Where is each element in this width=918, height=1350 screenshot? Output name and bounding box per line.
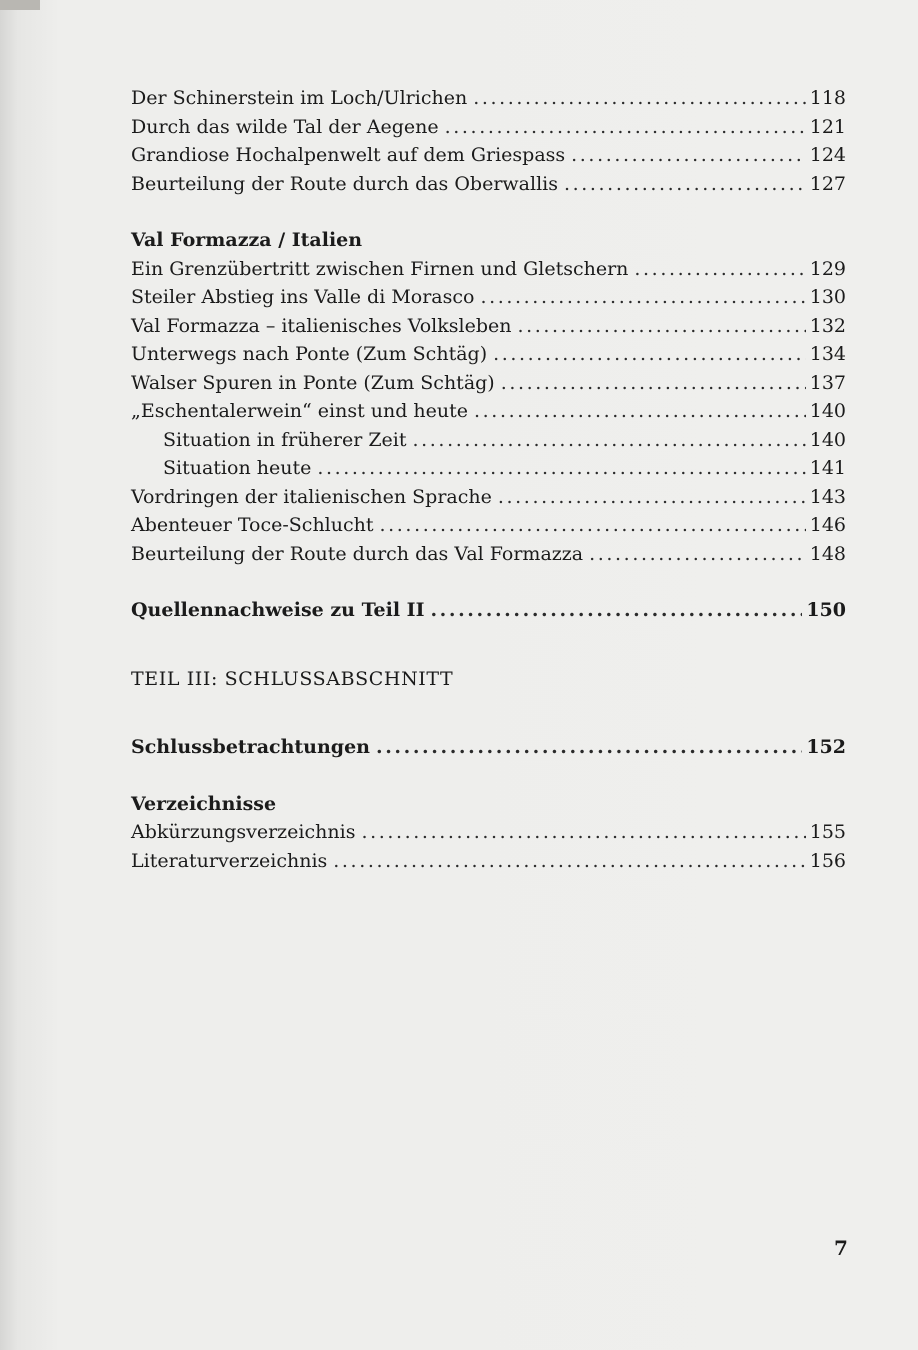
toc-entry-page: 140 (809, 400, 846, 422)
toc-entry-page: 155 (809, 821, 846, 843)
page-number: 7 (834, 1236, 848, 1260)
toc-entry-title: Der Schinerstein im Loch/Ulrichen (131, 87, 468, 109)
toc-entry-page: 121 (809, 115, 846, 138)
toc-entry-page: 134 (809, 343, 846, 365)
toc-entry-page: 156 (809, 849, 846, 872)
toc-entry-page: 148 (809, 542, 846, 565)
leader-dots (493, 340, 806, 369)
leader-dots (333, 847, 805, 876)
leader-dots (376, 733, 802, 762)
toc-entry-title: Durch das wilde Tal der Aegene (131, 115, 439, 138)
toc-subentry (131, 454, 846, 483)
toc-entry (131, 540, 846, 569)
toc-entry (131, 113, 846, 142)
leader-dots (564, 170, 806, 199)
toc-entry-title: Beurteilung der Route durch das Oberwallis (131, 172, 558, 195)
toc-subentry (131, 426, 846, 455)
toc-entry (131, 340, 846, 369)
leader-dots (380, 511, 806, 540)
toc-entry-title: Val Formazza – italienisches Volksleben (131, 314, 512, 337)
toc-entry-title: Ein Grenzübertritt zwischen Firnen und Gletschern (131, 257, 629, 280)
toc-entry-title: Literaturverzeichnis (131, 849, 328, 872)
toc-entry-page: 118 (809, 87, 846, 109)
section-heading-verzeichnisse: Verzeichnisse (131, 792, 277, 815)
toc-entry-page: 143 (809, 485, 846, 508)
leader-dots (589, 540, 806, 569)
leader-dots (317, 454, 805, 483)
toc-entry-title: „Eschentalerwein“ einst und heute (131, 400, 469, 422)
leader-dots (480, 283, 805, 312)
toc-entry-title: Grandiose Hochalpenwelt auf dem Griespass (131, 144, 566, 166)
page-edge-shadow (0, 0, 40, 10)
toc-entry-page: 150 (806, 599, 846, 621)
toc-entry-page: 127 (809, 172, 846, 195)
toc-entry (131, 141, 846, 170)
toc-entry-title: Beurteilung der Route durch das Val Formazza (131, 542, 584, 565)
toc-entry (131, 818, 846, 847)
toc-entry (131, 511, 846, 540)
toc-entry (131, 847, 846, 876)
toc-entry-title: Situation in früherer Zeit (163, 428, 407, 451)
toc-entry-page: 140 (809, 428, 846, 451)
toc-entry-title: Abenteuer Toce-Schlucht (131, 514, 374, 536)
leader-dots (518, 312, 806, 341)
toc-entry-title: Quellennachweise zu Teil II (131, 599, 425, 621)
toc-entry-title: Situation heute (163, 457, 312, 479)
toc-entry-quellen (131, 596, 846, 625)
leader-dots (361, 818, 805, 847)
leader-dots (501, 369, 806, 398)
leader-dots (634, 255, 805, 284)
toc-entry-page: 146 (809, 514, 846, 536)
toc-entry-title: Vordringen der italienischen Sprache (131, 485, 492, 508)
toc-entry-page: 132 (809, 314, 846, 337)
toc-entry-title: Unterwegs nach Ponte (Zum Schtäg) (131, 343, 488, 365)
toc-entry (131, 312, 846, 341)
leader-dots (413, 426, 806, 455)
toc-entry-page: 141 (809, 457, 846, 479)
toc-entry (131, 369, 846, 398)
leader-dots (445, 113, 806, 142)
toc-entry-page: 129 (809, 257, 846, 280)
leader-dots (430, 596, 802, 625)
toc-entry-title: Schlussbetrachtungen (131, 736, 370, 758)
toc-entry-page: 137 (809, 371, 846, 394)
toc-entry-title: Abkürzungsverzeichnis (131, 821, 356, 843)
toc-entry-page: 124 (809, 144, 846, 166)
toc-entry (131, 283, 846, 312)
part-heading: TEIL III: SCHLUSSABSCHNITT (131, 667, 454, 690)
toc-entry (131, 84, 846, 113)
toc-entry-title: Steiler Abstieg ins Valle di Morasco (131, 286, 475, 308)
leader-dots (571, 141, 806, 170)
toc-entry (131, 483, 846, 512)
toc-entry (131, 397, 846, 426)
leader-dots (498, 483, 806, 512)
toc-entry (131, 255, 846, 284)
toc-entry-page: 130 (809, 286, 846, 308)
toc-entry (131, 170, 846, 199)
leader-dots (474, 397, 806, 426)
toc-entry-schluss (131, 733, 846, 762)
toc-entry-page: 152 (806, 736, 846, 758)
section-heading-val-formazza: Val Formazza / Italien (131, 229, 363, 251)
leader-dots (473, 84, 806, 113)
toc-entry-title: Walser Spuren in Ponte (Zum Schtäg) (131, 371, 495, 394)
table-of-contents (131, 84, 846, 875)
